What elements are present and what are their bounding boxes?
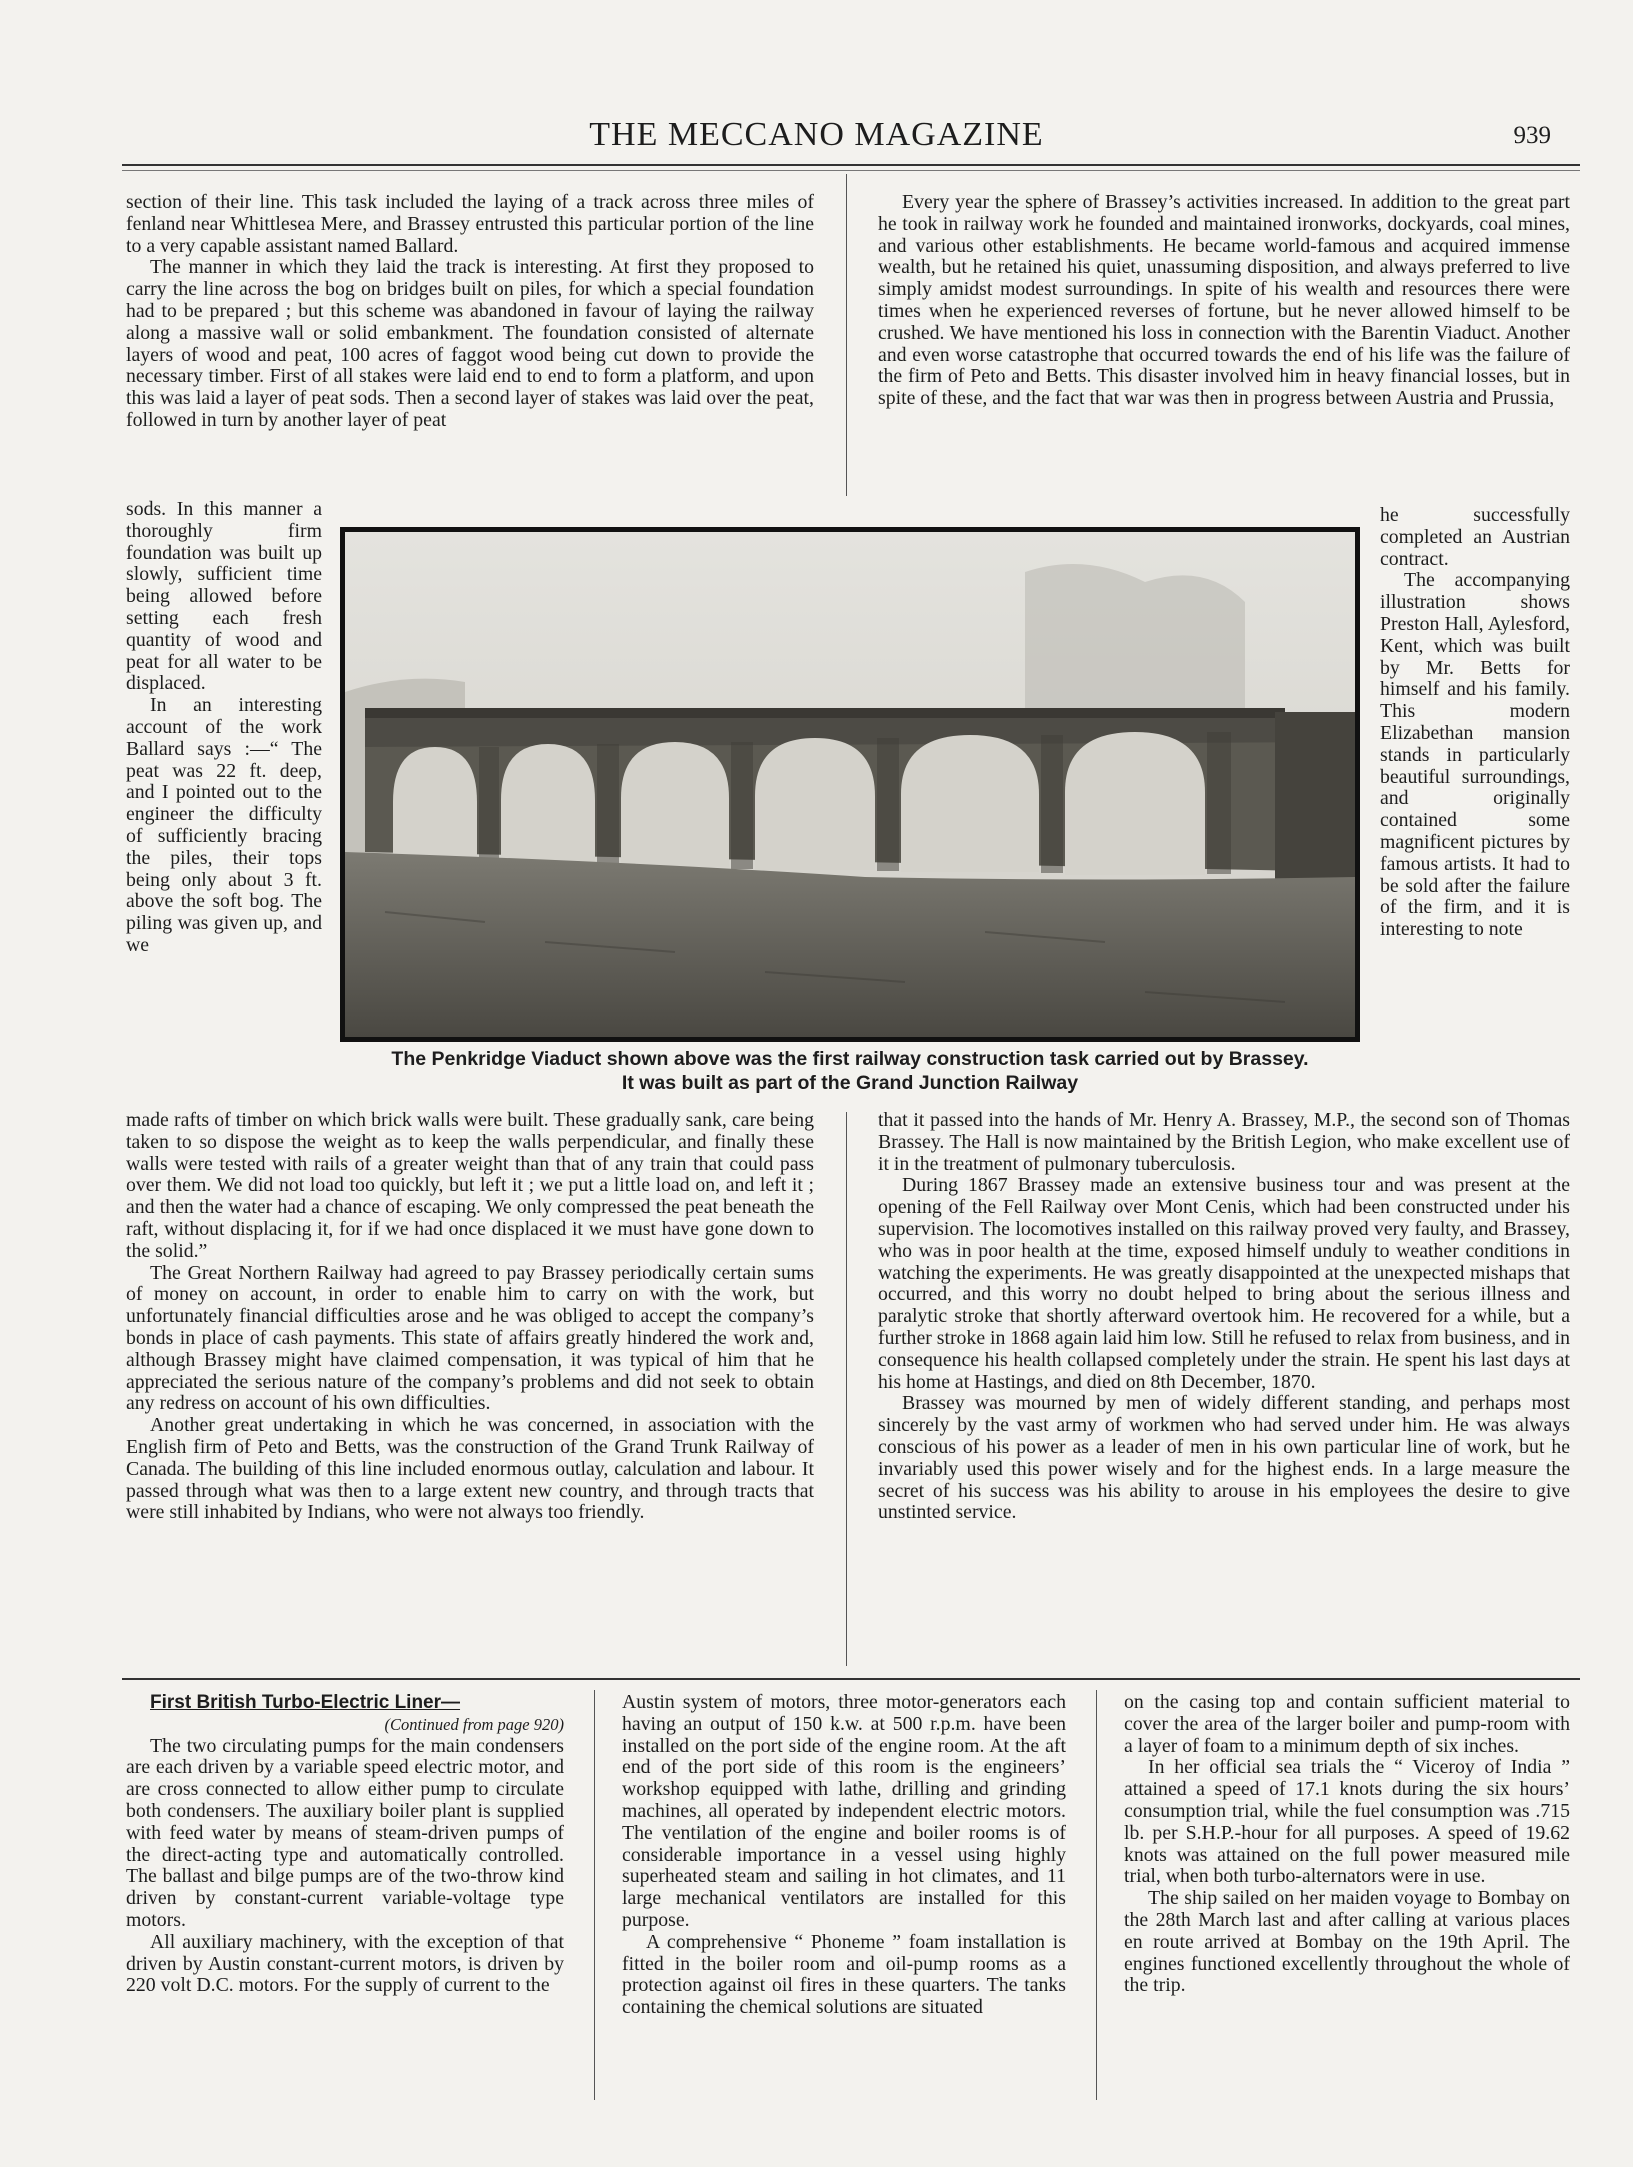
- left-column-bottom: [126, 1110, 814, 1524]
- paragraph: A comprehensive “ Phoneme ” foam installation is fitted in the boiler room and oil-pump rooms as a protection against oil fires in these quarters. The tanks containing the chemical solutions are situated: [622, 1930, 1066, 2019]
- column-divider: [846, 174, 847, 496]
- paragraph: During 1867 Brassey made an extensive business tour and was present at the opening of the Fell Railway over Mont Cenis, which had been constructed under his supervision. The locomotives installed on this railway proved very faulty, and Brassey, who was in poor health at the time, exposed himself unduly to weather conditions in watching the experiments. He was greatly disappointed at the unexpected mishaps that occurred, and this worry no doubt helped to bring about the serious illness and paralytic stroke that shortly afterward overtook him. He recovered for a while, but a further stroke in 1868 again laid him low. Still he refused to relax from business, and in consequence his health collapsed completely under the strain. He spent his last days at his home at Hastings, and died on 8th December, 1870.: [878, 1174, 1571, 1393]
- paragraph: Every year the sphere of Brassey’s activities increased. In addition to the great part he took in railway work he founded and maintained ironworks, dockyards, coal mines, and various other establishments. He became world-famous and acquired immense wealth, but he retained his quiet, unassuming disposition, and always preferred to live simply amidst modest surroundings. In spite of his wealth and resources there were times when he experienced reverses of fortune, but he never allowed himself to be crushed. We have mentioned his loss in connection with the Barentin Viaduct. Another and even worse catastrophe that occurred towards the end of his life was the failure of the firm of Peto and Betts. This disaster involved him in heavy financial losses, but in spite of these, and the fact that war was then in progress between Austria and Prussia,: [878, 191, 1570, 410]
- paragraph: that it passed into the hands of Mr. Henry A. Brassey, M.P., the second son of Thomas Brassey. The Hall is now maintained by the British Legion, who make excellent use of it in the treatment of pulmonary tuberculosis.: [878, 1109, 1570, 1175]
- paragraph: In an interesting account of the work Ballard says :—“ The peat was 22 ft. deep, and I pointed out to the engineer the difficulty of sufficiently bracing the piles, their tops being only about 3 ft. above the soft bog. The piling was given up, and we: [126, 694, 322, 956]
- liner-column-1: [126, 1692, 564, 1997]
- left-column-top: [126, 192, 814, 432]
- header-rule-thin: [122, 170, 1580, 171]
- column-divider: [846, 1112, 847, 1666]
- paragraph: on the casing top and contain sufficient material to cover the area of the larger boiler and pump-room with a layer of foam to a minimum depth of six inches.: [1124, 1691, 1570, 1757]
- caption-line: It was built as part of the Grand Junction Railway: [621, 1072, 1079, 1094]
- section-rule: [122, 1678, 1580, 1680]
- paragraph: made rafts of timber on which brick walls were built. These gradually sank, care being taken to so dispose the weight as to keep the walls perpendicular, and finally these walls were tested with rails of a greater weight than that of any train that could pass over them. We did not load too quickly, but left it ; we put a little load on, and left it ; and then the water had a chance of escaping. We only compressed the peat beneath the raft, without displacing it, for if we had once displaced it we must have gone down to the solid.”: [126, 1109, 814, 1262]
- page-header: [0, 116, 1633, 156]
- paragraph: Austin system of motors, three motor-generators each having an output of 150 k.w. at 500 r.p.m. have been installed on the port side of the engine room. At the aft end of the port side of this room is the engineers’ workshop equipped with lathe, drilling and grinding machines, all operated by independent electric motors. The ventilation of the engine and boiler rooms is of considerable importance in a vessel using highly superheated steam and sailing in hot climates, and 11 large mechanical ventilators are installed for this purpose.: [622, 1691, 1066, 1931]
- paragraph: The Great Northern Railway had agreed to pay Brassey periodically certain sums of money on account, in order to enable him to carry on with the work, but unfortunately financial difficulties arose and he was obliged to accept the company’s bonds in place of cash payments. This state of affairs greatly hindered the work and, although Brassey might have claimed compensation, it was typical of him that he appreciated the serious nature of the company’s problems and did not seek to obtain any redress on account of his own difficulties.: [126, 1261, 814, 1415]
- paragraph: The ship sailed on her maiden voyage to Bombay on the 28th March last and after calling at various places en route arrived at Bombay on the 19th April. The engines functioned excellently throughout the whole of the trip.: [1124, 1887, 1570, 1997]
- viaduct-illustration: [345, 532, 1355, 1037]
- liner-column-3: [1124, 1692, 1570, 1997]
- paragraph: he successfully completed an Austrian contract.: [1380, 504, 1570, 570]
- viaduct-photo: [340, 527, 1360, 1042]
- column-divider: [594, 1690, 595, 2100]
- continued-note: (Continued from page 920): [384, 1714, 564, 1734]
- header-rule: [122, 164, 1580, 166]
- section-title: First British Turbo-Electric Liner—: [150, 1692, 461, 1713]
- liner-column-2: [622, 1692, 1066, 2019]
- paragraph: Another great undertaking in which he was concerned, in association with the English firm of Peto and Betts, was the construction of the Grand Trunk Railway of Canada. The building of this line included enormous outlay, calculation and labour. It passed through what was then to a large extent new country, and through tracts that were still inhabited by Indians, who were not always too friendly.: [126, 1414, 814, 1524]
- paragraph: The two circulating pumps for the main condensers are each driven by a variable speed electric motor, and are cross connected to allow either pump to circulate both condensers. The auxiliary boiler plant is supplied with feed water by means of steam-driven pumps of the direct-acting type and automatically controlled. The ballast and bilge pumps are of the two-throw kind driven by constant-current variable-voltage type motors.: [126, 1734, 564, 1931]
- photo-caption: [340, 1047, 1360, 1095]
- paragraph: sods. In this manner a thoroughly firm foundation was built up slowly, sufficient time being allowed before setting each fresh quantity of wood and peat for all water to be displaced.: [126, 498, 322, 695]
- column-divider: [1096, 1690, 1097, 2100]
- caption-line: The Penkridge Viaduct shown above was the first railway construction task carried out by Brassey.: [391, 1048, 1309, 1070]
- right-column-top: [878, 192, 1570, 410]
- paragraph: Brassey was mourned by men of widely different standing, and perhaps most sincerely by the vast army of workmen who had served under him. He was always conscious of his power as a leader of men in his own particular line of work, but he invariably used this power wisely and for the highest ends. In a large measure the secret of his success was his ability to arouse in his employees the desire to give unstinted service.: [878, 1392, 1570, 1524]
- paragraph: The accompanying illustration shows Preston Hall, Aylesford, Kent, which was built by Mr. Betts for himself and his family. This modern Elizabethan mansion stands in particularly beautiful surroundings, and originally contained some magnificent pictures by famous artists. It had to be sold after the failure of the firm, and it is interesting to note: [1380, 569, 1570, 941]
- paragraph: The manner in which they laid the track is interesting. At first they proposed to carry the line across the bog on bridges built on piles, for which a special foundation had to be prepared ; but this scheme was abandoned in favour of laying the railway along a massive wall or solid embankment. The foundation consisted of alternate layers of wood and peat, 100 acres of faggot wood being cut down to provide the necessary timber. First of all stakes were laid end to end to form a platform, and upon this was laid a layer of peat sods. Then a second layer of stakes was laid over the peat, followed in turn by another layer of peat: [126, 256, 814, 431]
- right-wrap-column: [1380, 505, 1570, 941]
- page-number: 939: [1513, 122, 1551, 149]
- paragraph: section of their line. This task included the laying of a track across three miles of fenland near Whittlesea Mere, and Brassey entrusted this particular portion of the line to a very capable assistant named Ballard.: [126, 191, 814, 257]
- right-column-bottom: [878, 1110, 1570, 1524]
- left-wrap-column: [126, 499, 322, 957]
- magazine-title: THE MECCANO MAGAZINE: [589, 116, 1044, 153]
- paragraph: All auxiliary machinery, with the exception of that driven by Austin constant-current motors, is driven by 220 volt D.C. motors. For the supply of current to the: [126, 1930, 564, 1997]
- paragraph: In her official sea trials the “ Viceroy of India ” attained a speed of 17.1 knots during the six hours’ consumption trial, while the fuel consumption was .715 lb. per S.H.P.-hour for all purposes. A speed of 19.62 knots was attained on the full power measured mile trial, when both turbo-alternators were in use.: [1124, 1756, 1570, 1888]
